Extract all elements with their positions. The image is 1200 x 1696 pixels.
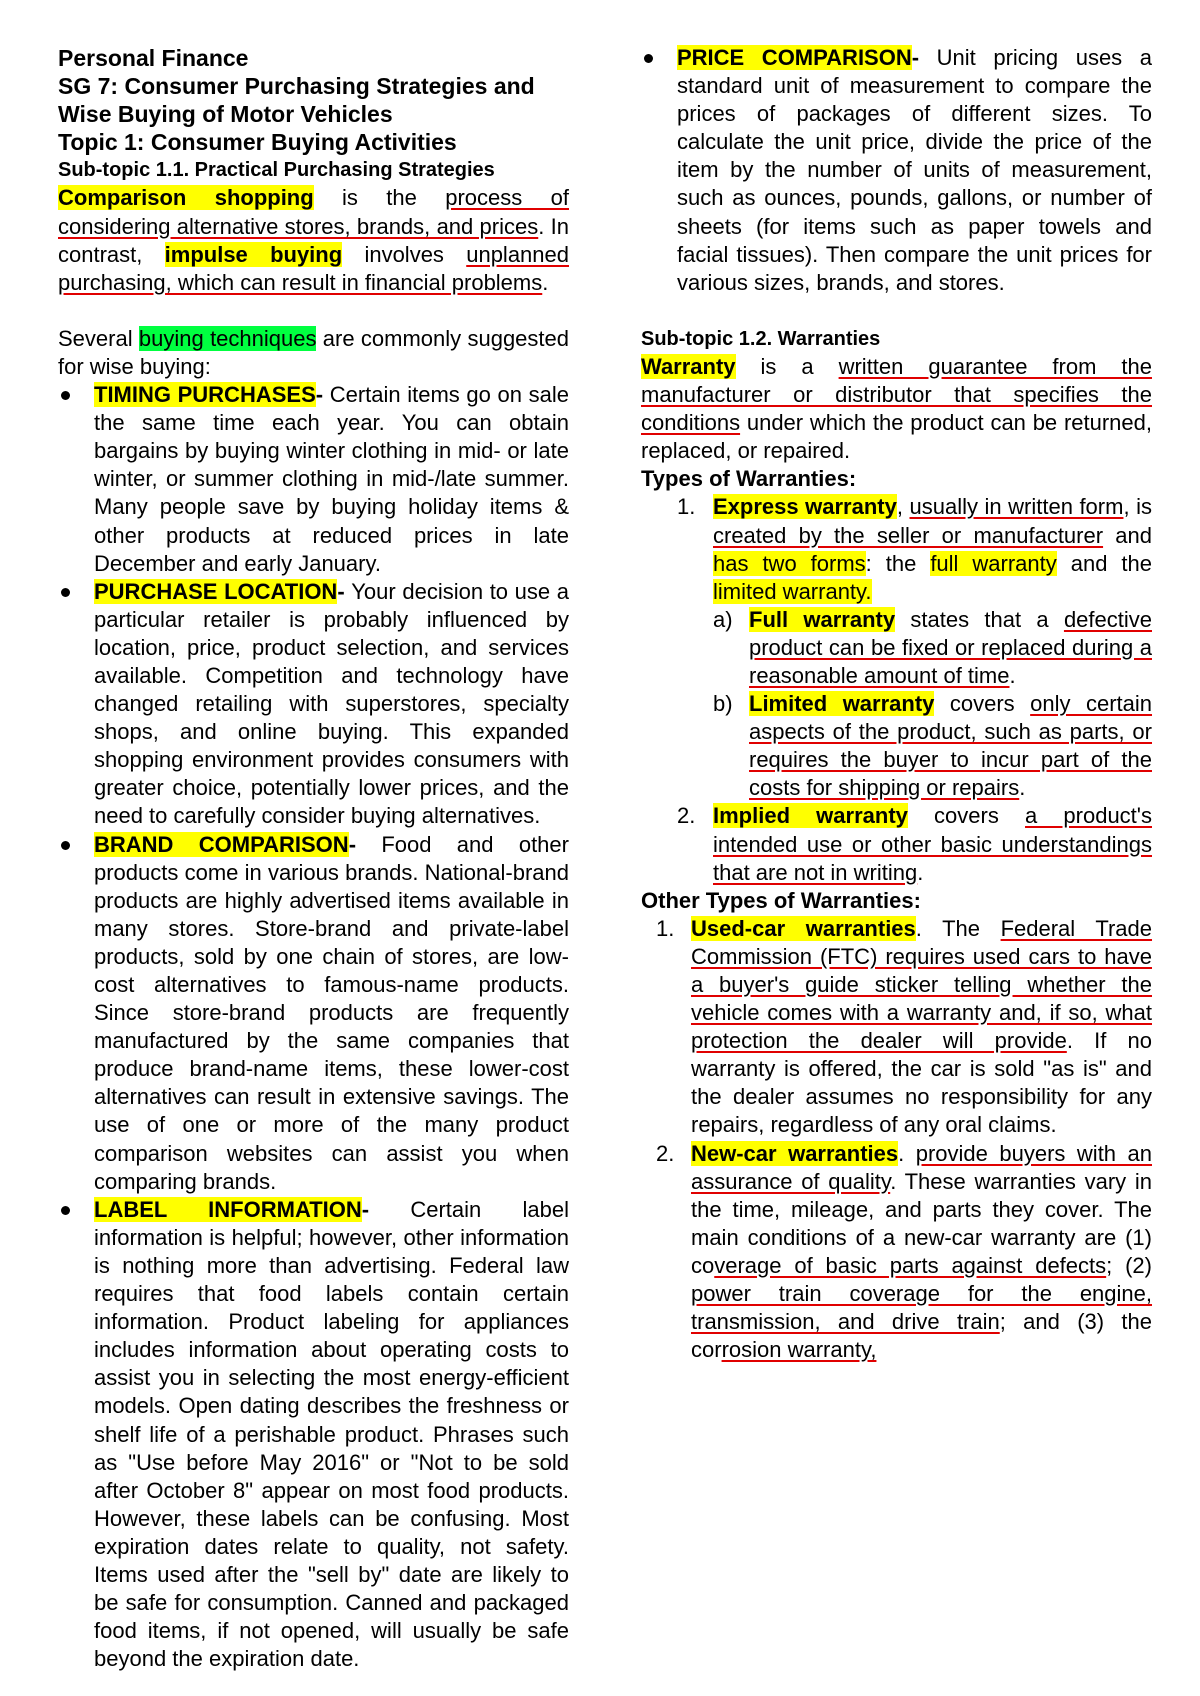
list-item: BRAND COMPARISON- Food and other products come in various brands. National-brand products are highly advertised items available in many stores. Store-brand and private-label products, sold by one chain of stores, are low-cost alternatives to famous-name products. Since store-brand products are frequently manufactured by the same companies that produce brand-name items, these lower-cost alternatives can result in extensive savings. The use of one or more of the many product comparison websites can assist you when comparing brands. (58, 831, 569, 1196)
list-item: 1. Used-car warranties. The Federal Trade Commission (FTC) requires used cars to have a buyer's guide sticker telling whether the vehicle comes with a warranty and, if so, what protection the dealer will provide. If no warranty is offered, the car is sold "as is" and the dealer assumes no responsibility for any repairs, regardless of any oral claims. (656, 915, 1153, 1138)
list-item: TIMING PURCHASES- Certain items go on sale the same time each year. You can obtain bargains by buying winter clothing in mid- or late winter, or summer clothing in mid-/late summer. Many people save by buying holiday items & other products at reduced prices in late December and early January. (58, 381, 569, 578)
express-warranty-forms (713, 606, 1152, 803)
term-buying-techniques: buying techniques (138, 325, 317, 351)
list-item: 2. Implied warranty covers a product's intended use or other basic understandings that are not in writing. (677, 803, 1152, 885)
topic-heading: Topic 1: Consumer Buying Activities (58, 129, 457, 156)
techniques-list-continued (641, 44, 1152, 297)
list-item: PRICE COMPARISON- Unit pricing uses a standard unit of measurement to compare the prices of packages of different sizes. To calculate the unit price, divide the price of the item by the number of units of measurement, such as ounces, pounds, gallons, or number of sheets (for items such as paper towels and facial tissues). Then compare the unit prices for various sizes, brands, and stores. (641, 44, 1152, 297)
list-item: PURCHASE LOCATION- Your decision to use a particular retailer is probably influenced by location, price, product selection, and services available. Competition and technology have changed retailing with superstores, specialty shops, and online buying. This expanded shopping environment provides consumers with greater choice, potentially lower prices, and the need to carefully consider buying alternatives. (58, 578, 569, 831)
left-column (58, 44, 569, 1673)
other-warranty-types-list (641, 915, 1152, 1365)
term-comparison-shopping: Comparison shopping (58, 185, 314, 211)
list-item: 1. Express warranty, usually in written form, is created by the seller or manufacturer and has two forms: the full warranty and the limited warranty. a) Full warranty states that a defective product can be fixed or replaced during a reasonable amount of time. b) Limited warranty covers only certain aspects of the product, such as parts, or requires the buyer to incur part of the costs for shipping or repairs. (641, 493, 1152, 802)
warranty-definition: Warranty is a written guarantee from the manufacturer or distributor that specifies the conditions under which the product can be returned, replaced, or repaired. (641, 353, 1152, 464)
right-column (641, 44, 1152, 1364)
subtopic-heading: Sub-topic 1.2. Warranties (641, 327, 881, 350)
course-title: Personal Finance (58, 45, 249, 71)
warranty-types-list (641, 493, 1152, 886)
list-item: 2. New-car warranties. provide buyers with an assurance of quality. These warranties vary in the time, mileage, and parts they cover. The main conditions of a new-car warranty are (1) coverage of basic parts against defects; (2) power train coverage for the engine, transmission, and drive train; and (3) the corrosion warranty, (656, 1140, 1152, 1363)
list-item: b) Limited warranty covers only certain aspects of the product, such as parts, or requires the buyer to incur part of the costs for shipping or repairs. (713, 691, 1152, 801)
subtopic-heading: Sub-topic 1.1. Practical Purchasing Strategies (58, 159, 495, 182)
blank-line (58, 297, 569, 325)
intro-paragraph: Comparison shopping is the process of considering alternative stores, brands, and prices. In contrast, impulse buying involves unplanned purchasing, which can result in financial problems. (58, 185, 569, 295)
other-types-heading: Other Types of Warranties: (641, 887, 921, 913)
types-heading: Types of Warranties: (641, 466, 857, 492)
techniques-list (58, 381, 569, 1673)
techniques-paragraph: Several buying techniques are commonly suggested for wise buying: (58, 325, 569, 379)
term-warranty: Warranty (641, 353, 736, 379)
list-item: LABEL INFORMATION- Certain label information is helpful; however, other information is nothing more than advertising. Federal law requires that food labels contain certain information. Product labeling for appliances includes information about operating costs to assist you in selecting the most energy-efficient models. Open dating describes the freshness or shelf life of a perishable product. Phrases such as "Use before May 2016" or "Not to be sold after October 8" appear on most food products. However, these labels can be confusing. Most expiration dates relate to quality, not safety. Items used after the "sell by" date are likely to be safe for consumption. Canned and packaged food items, if not opened, will usually be safe beyond the expiration date. (58, 1196, 569, 1674)
definition-underline: unplanned purchasing, which can result in financial problems (58, 241, 569, 295)
definition-underline: process of considering alternative stores, brands, and prices (58, 185, 569, 239)
study-guide-title: SG 7: Consumer Purchasing Strategies and Wise Buying of Motor Vehicles (58, 73, 535, 128)
list-item: a) Full warranty states that a defective product can be fixed or replaced during a reasonable amount of time. (713, 606, 1152, 688)
term-impulse-buying: impulse buying (164, 241, 343, 267)
blank-line (641, 297, 1152, 325)
